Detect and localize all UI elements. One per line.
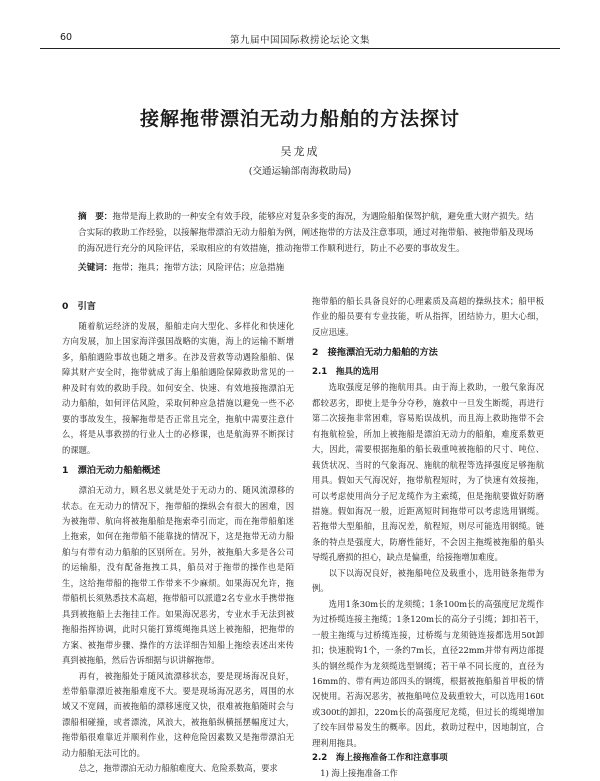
paper-title: 接解拖带漂泊无动力船舶的方法探讨 (139, 108, 460, 130)
keywords (78, 261, 542, 275)
section-heading-methods: 2 接拖漂泊无动力船舶的方法 (312, 347, 438, 359)
paragraph: 选用1条30m长的龙须缆；1条100m长的高强度尼龙缆作为过桥缆连接主拖缆；1条120m长的高分子引缆；卸扣若干，一般主拖缆与过桥缆连接，过桥缆与龙须链连接都选用50t卸扣；快速脱钩1个，一条约7m长，直径22mm并带有两边部提头的钢丝缆作为龙须缆选型钢缆；若干单不同长度的，直径为16mm的、带有两边部四头的钢缆，根据被拖船船首甲板的情况使用。若海况恶劣，被拖船吨位及载重较大，可以选用160t或300t的卸扣，220m长的高强度尼龙缆，但过长的缆绳增加了绞车回带易发生的概率。因此，救助过程中，因地制宜，合理利用拖具。 (312, 598, 544, 748)
abstract (78, 209, 542, 257)
left-column (62, 294, 294, 777)
subsection-heading-preparation: 2.2 海上接拖准备工作和注意事项 (312, 753, 448, 764)
page-number: 60 (60, 32, 73, 43)
abstract-label: 摘 要： (78, 212, 113, 222)
paragraph: 选取强度足够的拖航用具。由于海上救助，一般气象海况都较恶劣，即使上是争分夺秒，施救中一旦发生断缆，再进行第二次接拖非常困难，容易贻误战机，而且海上救助拖带不会有拖航检验，所加上被拖船是漂泊无动力的船舶，难度系数更大，因此，需要根据拖船的船长载重吨被拖船的尺寸、吨位、载货状况、当时的气象海况、施航的航程等选择强度足够拖航用具。假如天气海况好，拖带航程短时，为了快速有效接拖，可以考虑使用尚分子尼龙缆作为主索缆，但是拖航要做好防磨措施。假如海况一般，近距离短时间拖带可以考虑选用钢缆。若拖带大型船舶，且海况差，航程短，则尽可能选用钢缆。链条的特点是强度大，防磨性能好，不会因主拖缆被拖船的船头导缆孔磨损的担心，缺点是偏重，给接拖增加难度。 (312, 382, 544, 563)
paragraph: 漂泊无动力，顾名思义就是处于无动力的、随风流漂移的状态。在无动力的情况下，拖带船的操纵会有很大的困难，因为被拖带、航向将被拖船舶是拖索牵引而定，而在拖带船舶迷上拖索，如何在拖带船不能靠拢的情况下，这是拖带无动力船舶与有带有动力船舶的区别所在。另外，被拖船大多是各公司的运输船，没有配备拖拽工具，船员对于拖带的操作也是陌生，这给拖带船的拖带工作带来不少麻烦。如果海况允许，拖带船机长须熟悉技术高超，拖带船可以派遣2名专业水手携带拖具到被拖船上去拖挂工作。如果海况恶劣，专业水手无法到被拖船指挥协调，此时只能打算缆绳拖具送上被拖船，把拖带的方案、被拖带步骤、操作的方法详细告知船上拖绘表述出来传真到被拖船，然后告诉细据与识讲解拖带。 (62, 485, 294, 666)
keywords-text: 拖带；拖具；拖带方法；风险评估；应急措施 (112, 263, 285, 273)
right-column (312, 294, 544, 781)
paragraph: 随着航运经济的发展，船舶走向大型化、多样化和快速化方向发展，加上国家海洋强国战略的实施，海上的运输不断增多，船舶遇险事故也随之增多。在涉及营救等动遇险船舶、保障其财产安全时，拖带就成了海上船舶遇险保障救助常见的一种及时有效的救助手段。如何安全、快速、有效地接拖漂泊无动力船舶，如何评估风险，采取何种应急措施以避免一些不必要的事故发生，接解拖带是否正常且完全，拖航中需要注意什么，将是从事救捞的行业人士的必修课，也是航海界不断探讨的课题。 (62, 321, 294, 455)
section-heading-introduction: 0 引言 (62, 301, 96, 312)
abstract-text: 拖带是海上救助的一种安全有效手段，能够应对复杂多变的海况，为遇险船舶保驾护航，避免重大财产损失。结合实际的救助工作经验，以接解拖带漂泊无动力船舶为例，阐述拖带的方法及注意事项，通过对拖带船、被拖带船及现场的海况进行充分的风险评估，采取相应的有效措施，推动拖带工作顺利进行，防止不必要的事故发生。 (78, 212, 534, 254)
author: 吴龙成 (280, 145, 320, 158)
paragraph-continued: 拖带船的船长具备良好的心理素质及高超的操纵技术；船甲板作业的船员要有专业技能，听从指挥，团结协力，胆大心细，反应迅速。 (312, 296, 544, 337)
list-item: 1) 海上接拖准备工作 (320, 768, 398, 779)
running-header (40, 30, 560, 49)
section-heading-overview: 1 漂泊无动力船舶概述 (62, 465, 161, 477)
paragraph: 再有，被拖船处于随风流漂移状态，要是现场海况良好，差带船靠漂近被拖船难度不大。要是现场海况恶劣，周围的水域又不宽阔，而被拖船的漂移速度又快，很难被拖船随时会与漂船相碰撞，或者漂流，风浪大，被拖船纵横摇摆幅度过大，拖带船很难靠近并顺利作业，这种危险因素数又是拖带漂泊无动力船舶无法可比的。 (62, 670, 294, 758)
affiliation: (交通运输部南海救助局) (248, 166, 352, 177)
subsection-heading-towing-gear: 2.1 拖具的选用 (312, 367, 379, 378)
keywords-label: 关键词： (78, 263, 113, 273)
paragraph: 以下以海况良好，被拖船吨位及载重小，选用链条拖带为例。 (312, 567, 544, 594)
paragraph: 总之，拖带漂泊无动力船舶难度大、危险系数高，要求 (78, 763, 278, 774)
running-title: 第九届中国国际救捞论坛论文集 (229, 35, 370, 46)
